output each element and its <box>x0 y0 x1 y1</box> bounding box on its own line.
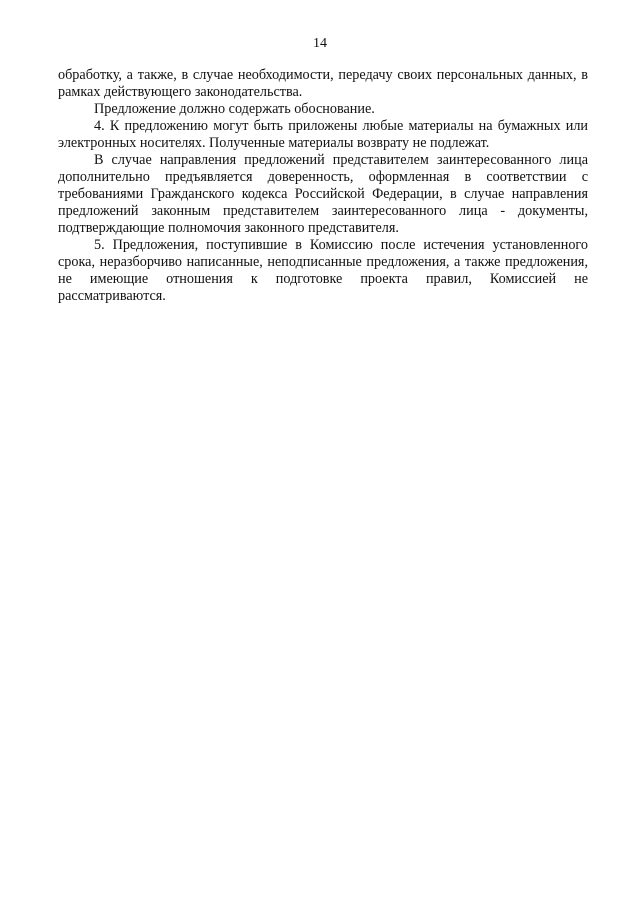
paragraph-item-5: 5. Предложения, поступившие в Комиссию после истечения установленного срока, неразборчиво написанные, неподписанные предложения, а также предложения, не имеющие отношения к подготовке проекта правил, Комиссией не рассматриваются. <box>58 237 588 304</box>
paragraph-representative: В случае направления предложений представителем заинтересованного лица дополнительно предъявляется доверенность, оформленная в соответствии с требованиями Гражданского кодекса Российской Федерации, в случае направления предложений законным представителем заинтересованного лица - документы, подтверждающие полномочия законного представителя. <box>58 152 588 236</box>
paragraph-item-4: 4. К предложению могут быть приложены любые материалы на бумажных или электронных носителях. Полученные материалы возврату не подлежат. <box>58 118 588 151</box>
page-number: 14 <box>313 36 327 51</box>
paragraph-continuation: обработку, а также, в случае необходимости, передачу своих персональных данных, в рамках действующего законодательства. <box>58 67 588 100</box>
document-body <box>58 67 588 305</box>
paragraph-justification: Предложение должно содержать обоснование. <box>94 101 375 117</box>
